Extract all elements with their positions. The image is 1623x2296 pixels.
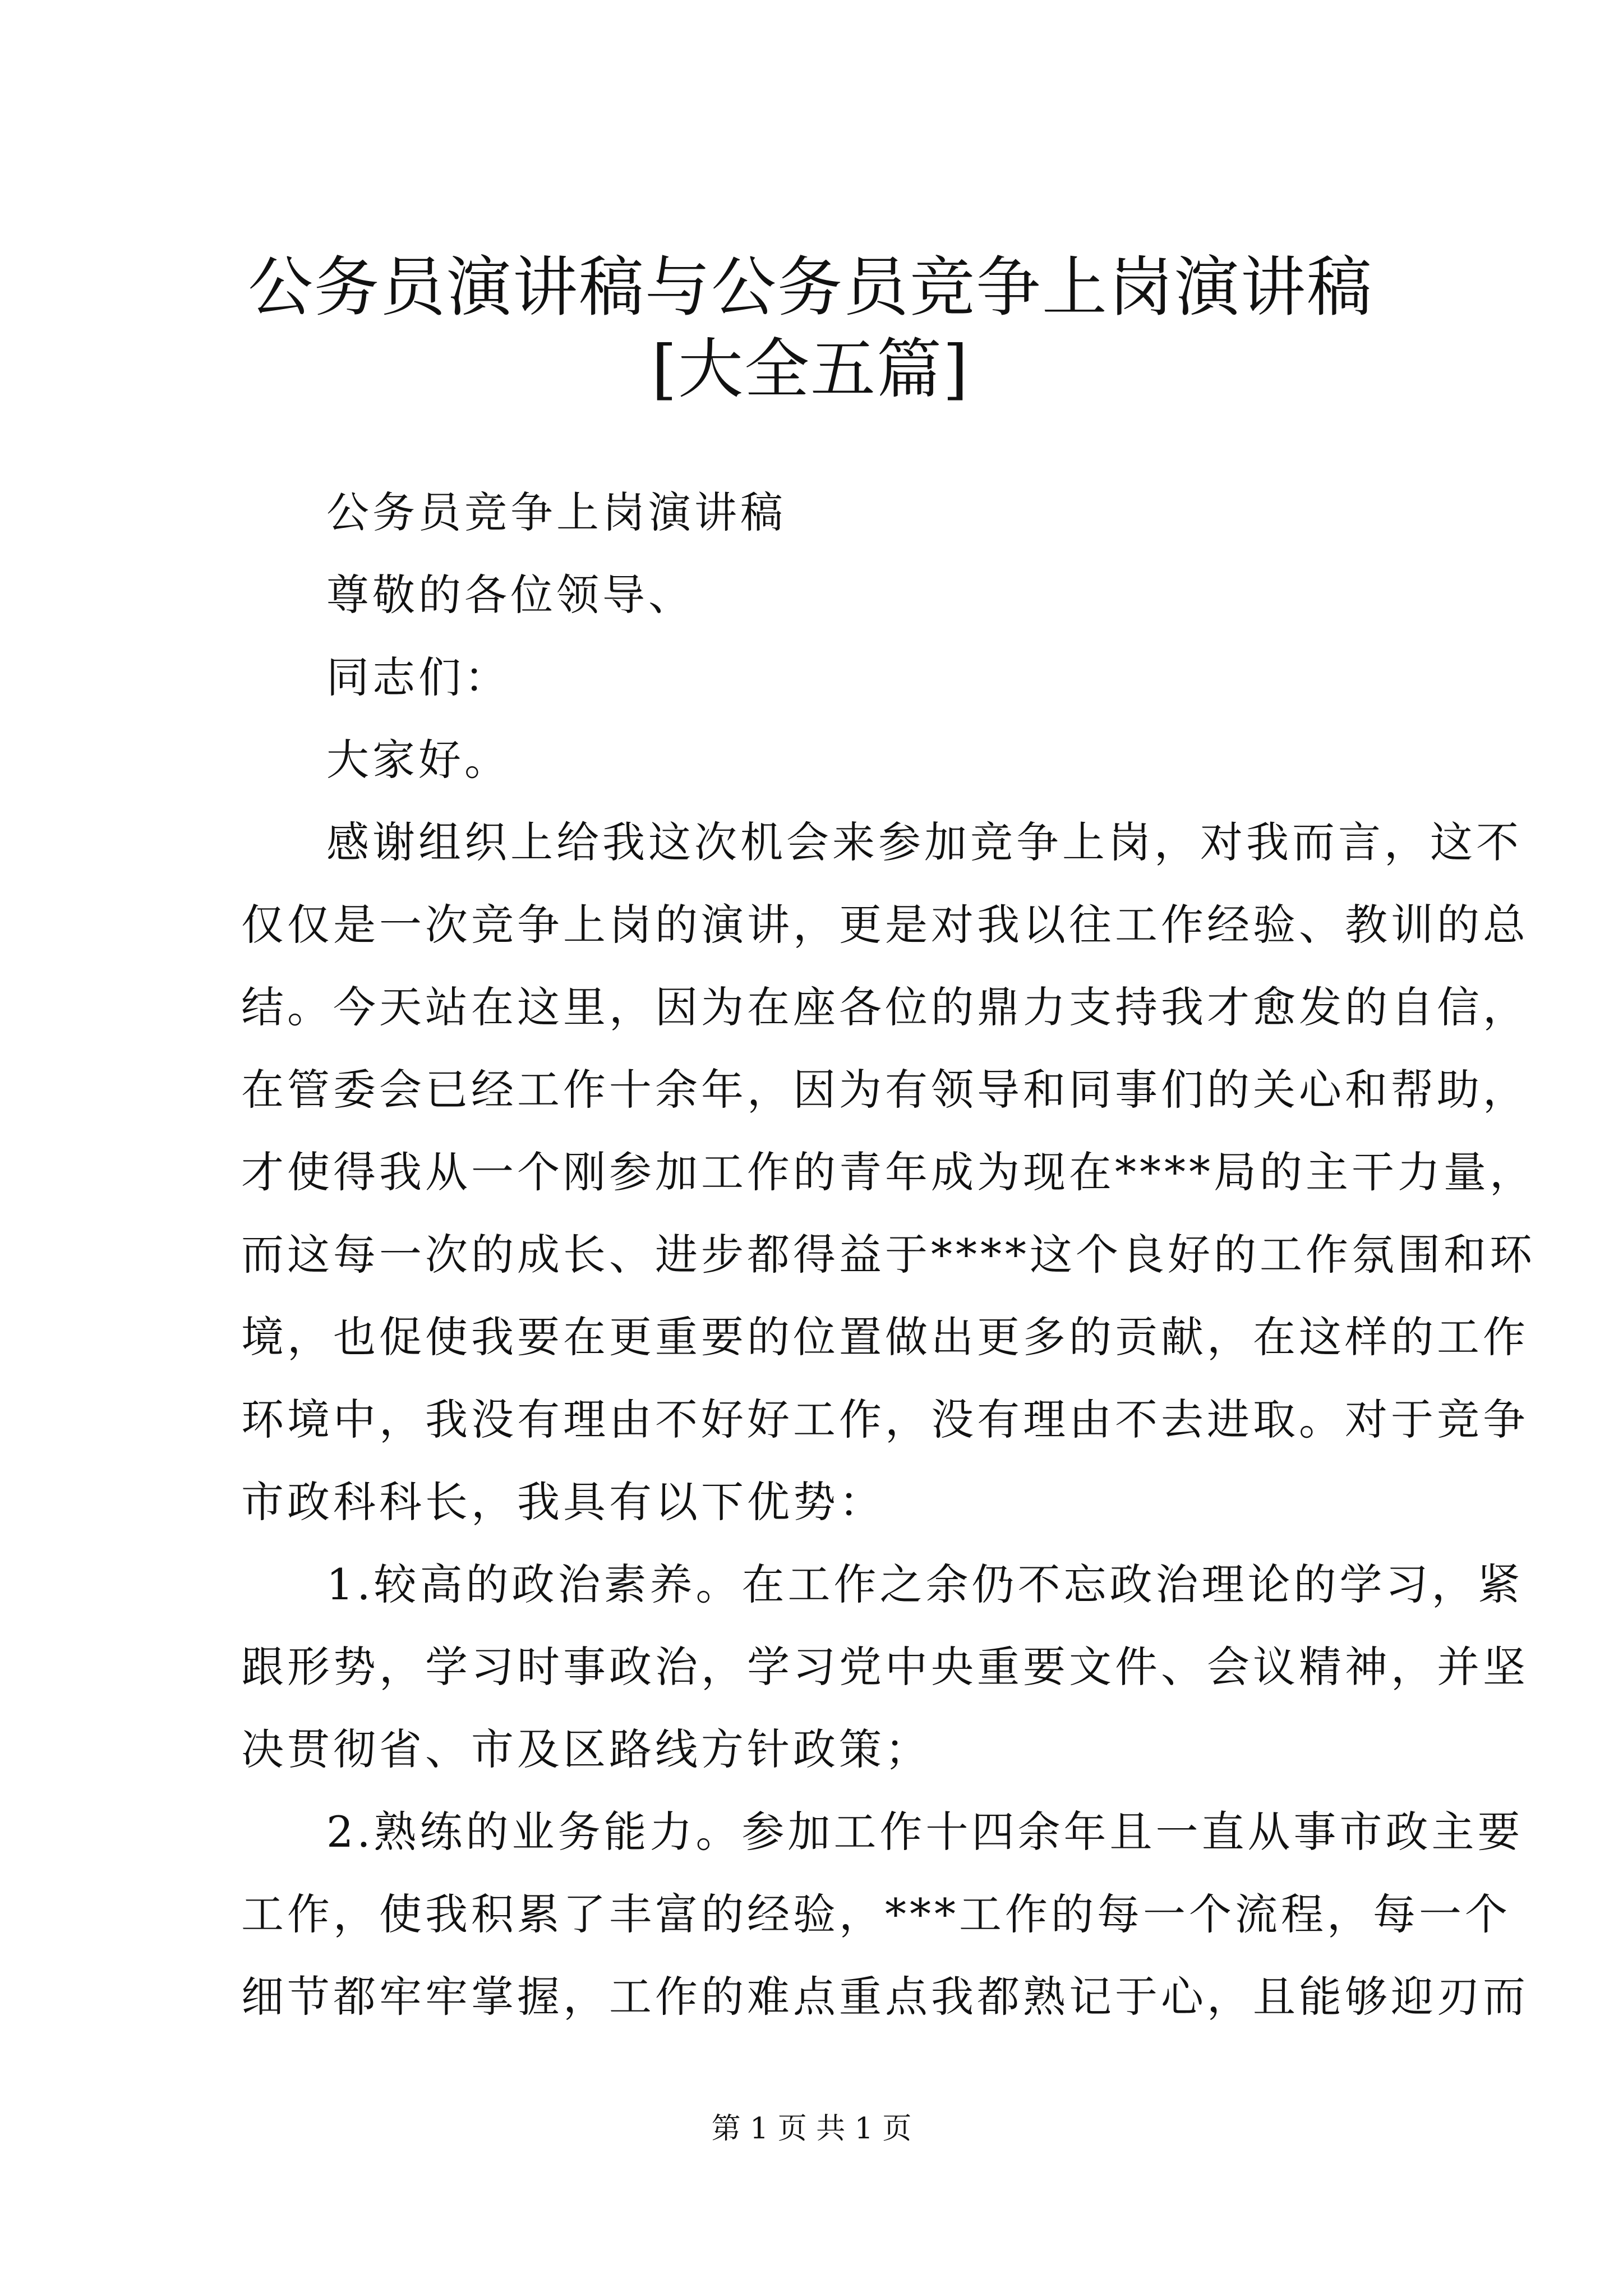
- text-line: 公务员竞争上岗演讲稿: [326, 487, 786, 537]
- text-line: 环境中，我没有理由不好好工作，没有理由不去进取。对于竞争: [241, 1395, 1529, 1444]
- text-line: 大家好。: [326, 735, 510, 785]
- text-line: 2.熟练的业务能力。参加工作十四余年且一直从事市政主要: [326, 1807, 1524, 1857]
- document-body: [241, 471, 1536, 2038]
- text-line: 结。今天站在这里，因为在座各位的鼎力支持我才愈发的自信，: [241, 982, 1529, 1032]
- page-footer: 第 1 页 共 1 页: [711, 2112, 912, 2146]
- text-line: 跟形势，学习时事政治，学习党中央重要文件、会议精神，并坚: [241, 1642, 1529, 1692]
- text-line: 尊敬的各位领导、: [326, 570, 694, 620]
- text-line: 感谢组织上给我这次机会来参加竞争上岗，对我而言，这不: [326, 817, 1522, 867]
- text-line: 在管委会已经工作十余年，因为有领导和同事们的关心和帮助，: [241, 1065, 1529, 1115]
- text-line: 细节都牢牢掌握，工作的难点重点我都熟记于心，且能够迎刃而: [241, 1972, 1529, 2022]
- text-line: 决贯彻省、市及区路线方针政策；: [241, 1724, 931, 1774]
- text-line: 工作，使我积累了丰富的经验，***工作的每一个流程，每一个: [241, 1889, 1511, 1939]
- text-line: 才使得我从一个刚参加工作的青年成为现在****局的主干力量，: [241, 1147, 1536, 1197]
- text-line: 而这每一次的成长、进步都得益于****这个良好的工作氛围和环: [241, 1230, 1536, 1280]
- text-line: 同志们：: [326, 652, 510, 702]
- text-line: 1.较高的政治素养。在工作之余仍不忘政治理论的学习，紧: [326, 1559, 1524, 1609]
- text-line: 市政科科长，我具有以下优势：: [241, 1477, 885, 1527]
- text-line: 境，也促使我要在更重要的位置做出更多的贡献，在这样的工作: [241, 1312, 1529, 1362]
- document-title: 公务员演讲稿与公务员竞争上岗演讲稿[大全五篇]: [248, 250, 1373, 407]
- text-line: 仅仅是一次竞争上岗的演讲，更是对我以往工作经验、教训的总: [241, 900, 1529, 950]
